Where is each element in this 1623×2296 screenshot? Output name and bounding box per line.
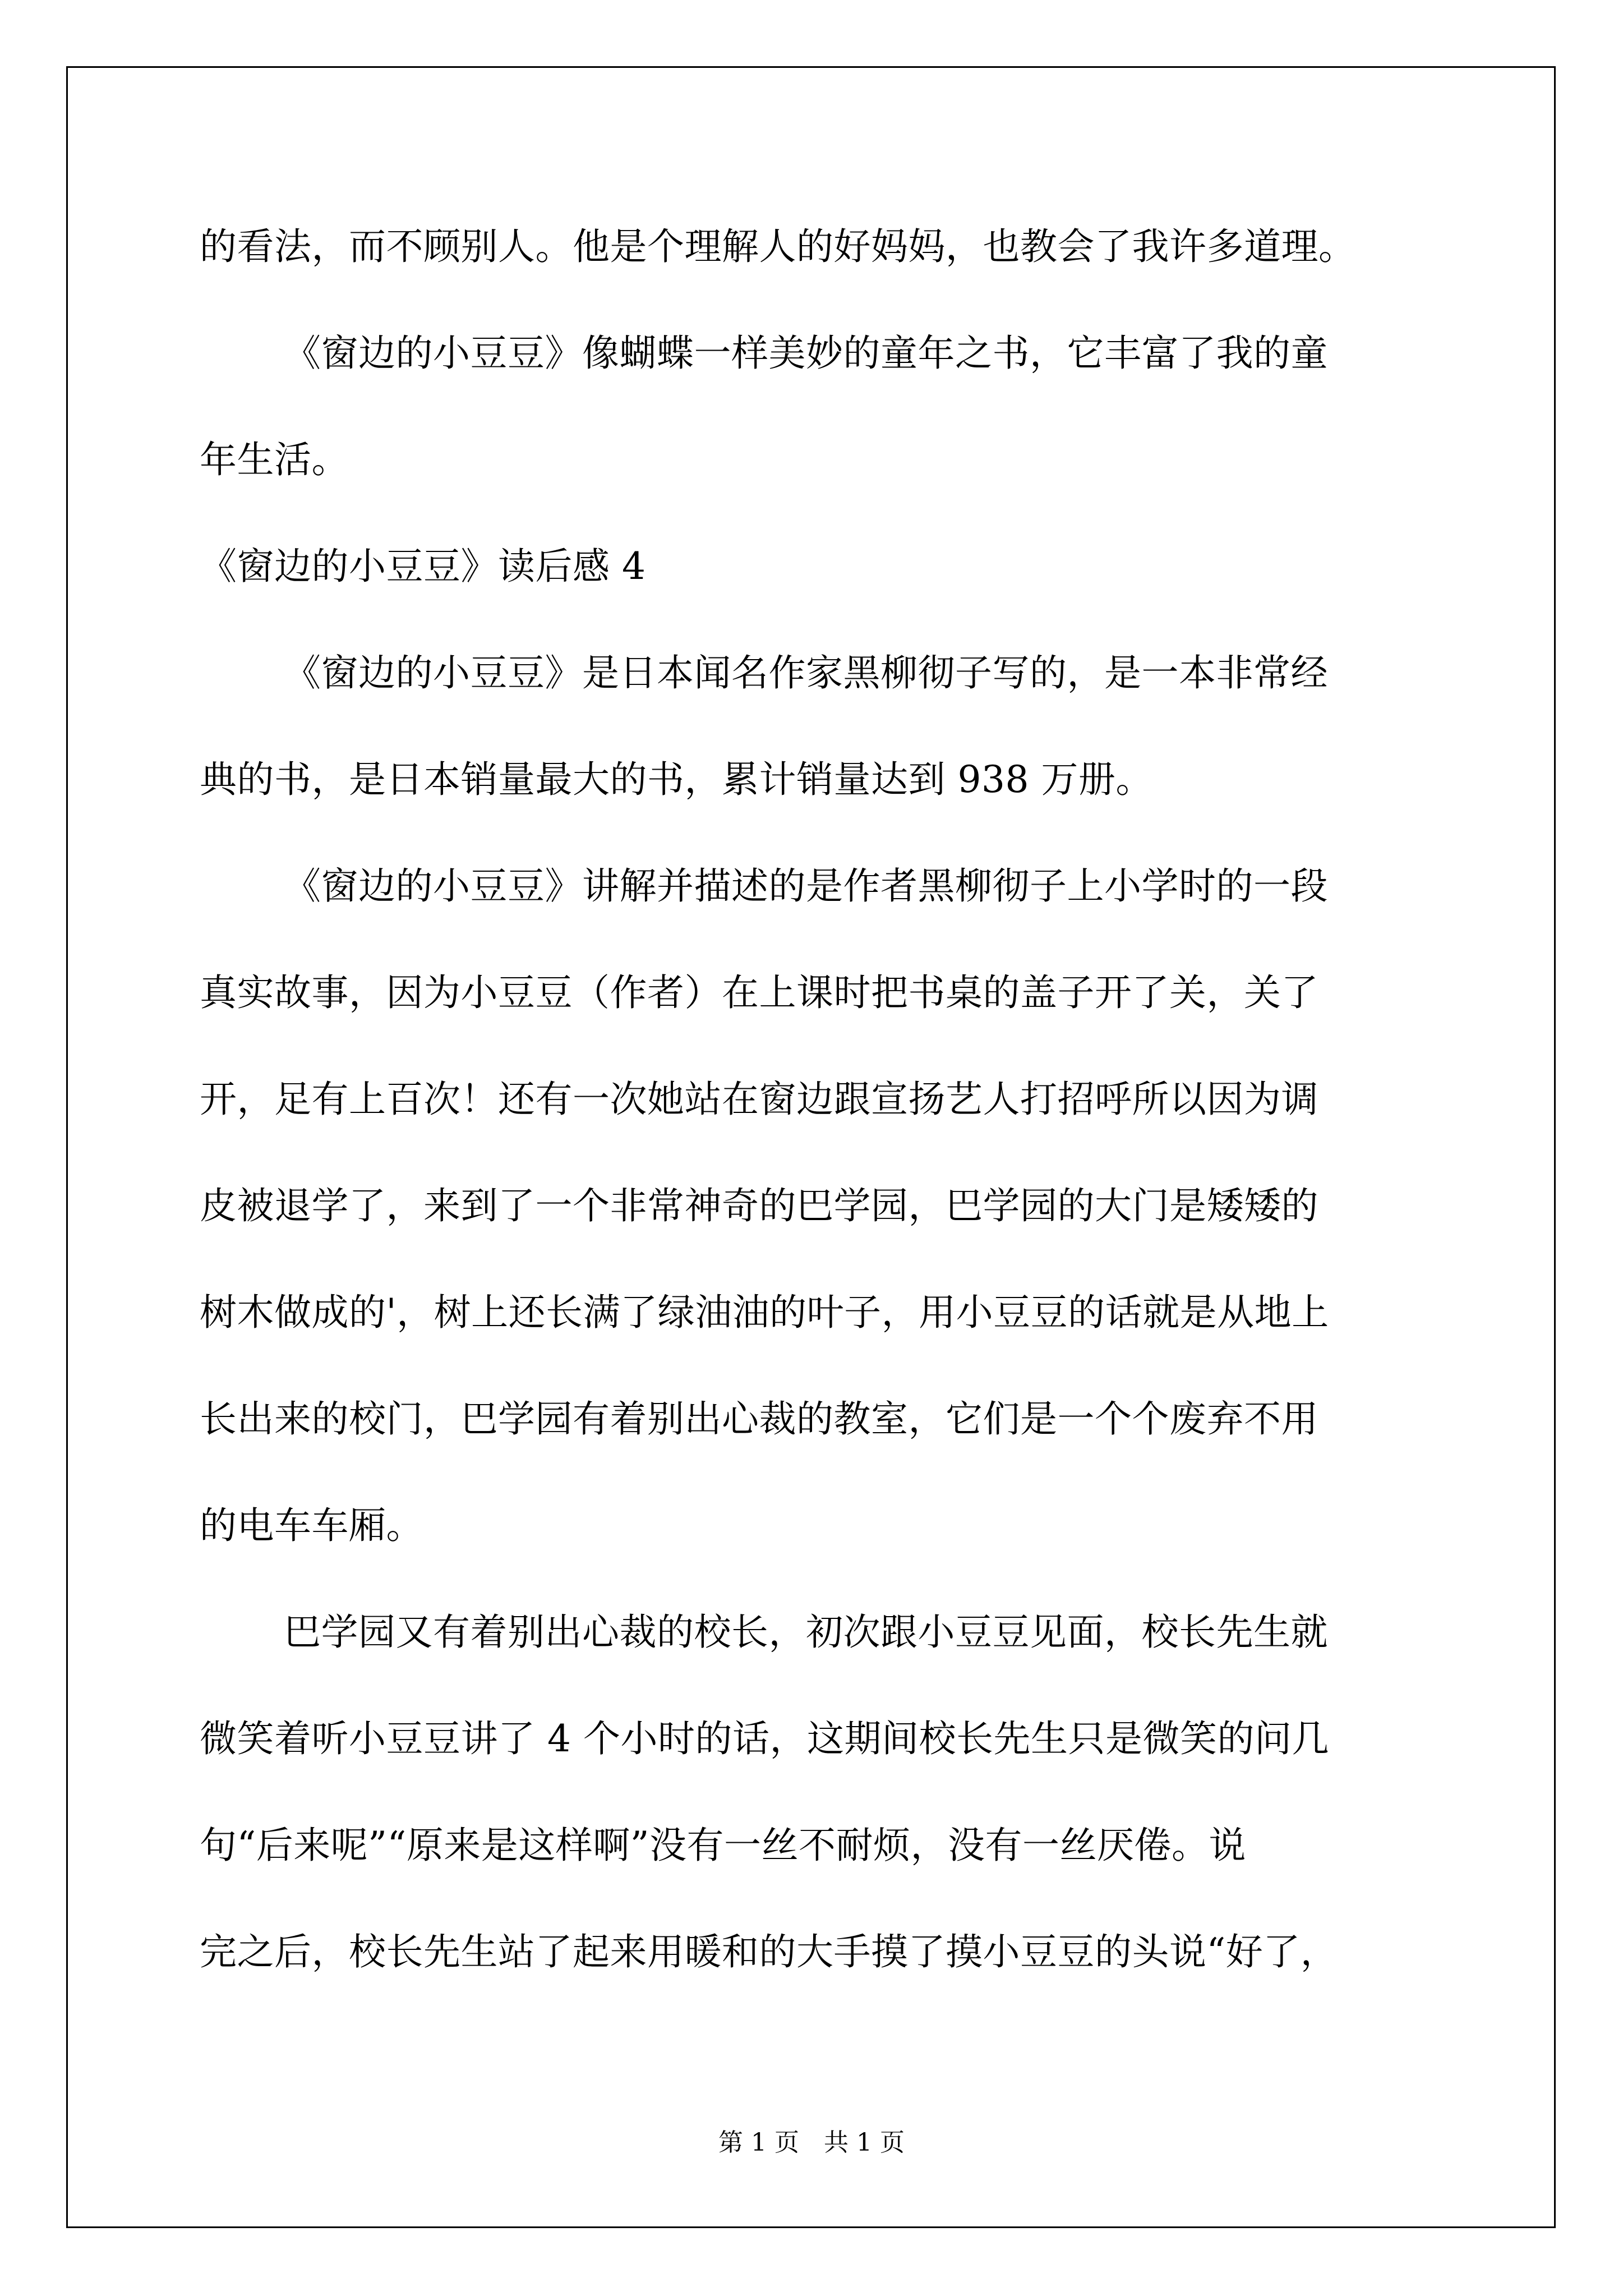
page-footer: 第 1 页 共 1 页 [718,2128,905,2157]
body-text-line: 的看法，而不顾别人。他是个理解人的好妈妈，也教会了我许多道理。 [200,225,1356,268]
section-heading: 《窗边的小豆豆》读后感 4 [200,545,646,588]
body-text-line: 《窗边的小豆豆》像蝴蝶一样美妙的童年之书，它丰富了我的童 [284,332,1328,375]
body-text-line: 典的书，是日本销量最大的书，累计销量达到 938 万册。 [200,758,1153,801]
body-text-line: 长出来的校门，巴学园有着别出心裁的教室，它们是一个个废弃不用 [200,1397,1318,1441]
body-text-line: 完之后，校长先生站了起来用暖和的大手摸了摸小豆豆的头说“好了， [200,1930,1338,1973]
body-text-line: 《窗边的小豆豆》讲解并描述的是作者黑柳彻子上小学时的一段 [284,864,1328,908]
page-border [66,66,1556,2228]
body-text-line: 微笑着听小豆豆讲了 4 个小时的话，这期间校长先生只是微笑的问几 [200,1717,1329,1760]
body-text-line: 句“后来呢”“原来是这样啊”没有一丝不耐烦，没有一丝厌倦。说 [200,1824,1246,1867]
body-text-line: 《窗边的小豆豆》是日本闻名作家黑柳彻子写的，是一本非常经 [284,651,1328,694]
body-text-line: 真实故事，因为小豆豆（作者）在上课时把书桌的盖子开了关，关了 [200,971,1318,1014]
body-text-line: 巴学园又有着别出心裁的校长，初次跟小豆豆见面，校长先生就 [284,1611,1328,1654]
body-text-line: 树木做成的'，树上还长满了绿油油的叶子，用小豆豆的话就是从地上 [200,1291,1329,1334]
body-text-line: 的电车车厢。 [200,1504,423,1547]
body-text-line: 皮被退学了，来到了一个非常神奇的巴学园，巴学园的大门是矮矮的 [200,1184,1318,1227]
body-text-line: 开，足有上百次！还有一次她站在窗边跟宣扬艺人打招呼所以因为调 [200,1078,1318,1121]
body-text-line: 年生活。 [200,438,349,481]
